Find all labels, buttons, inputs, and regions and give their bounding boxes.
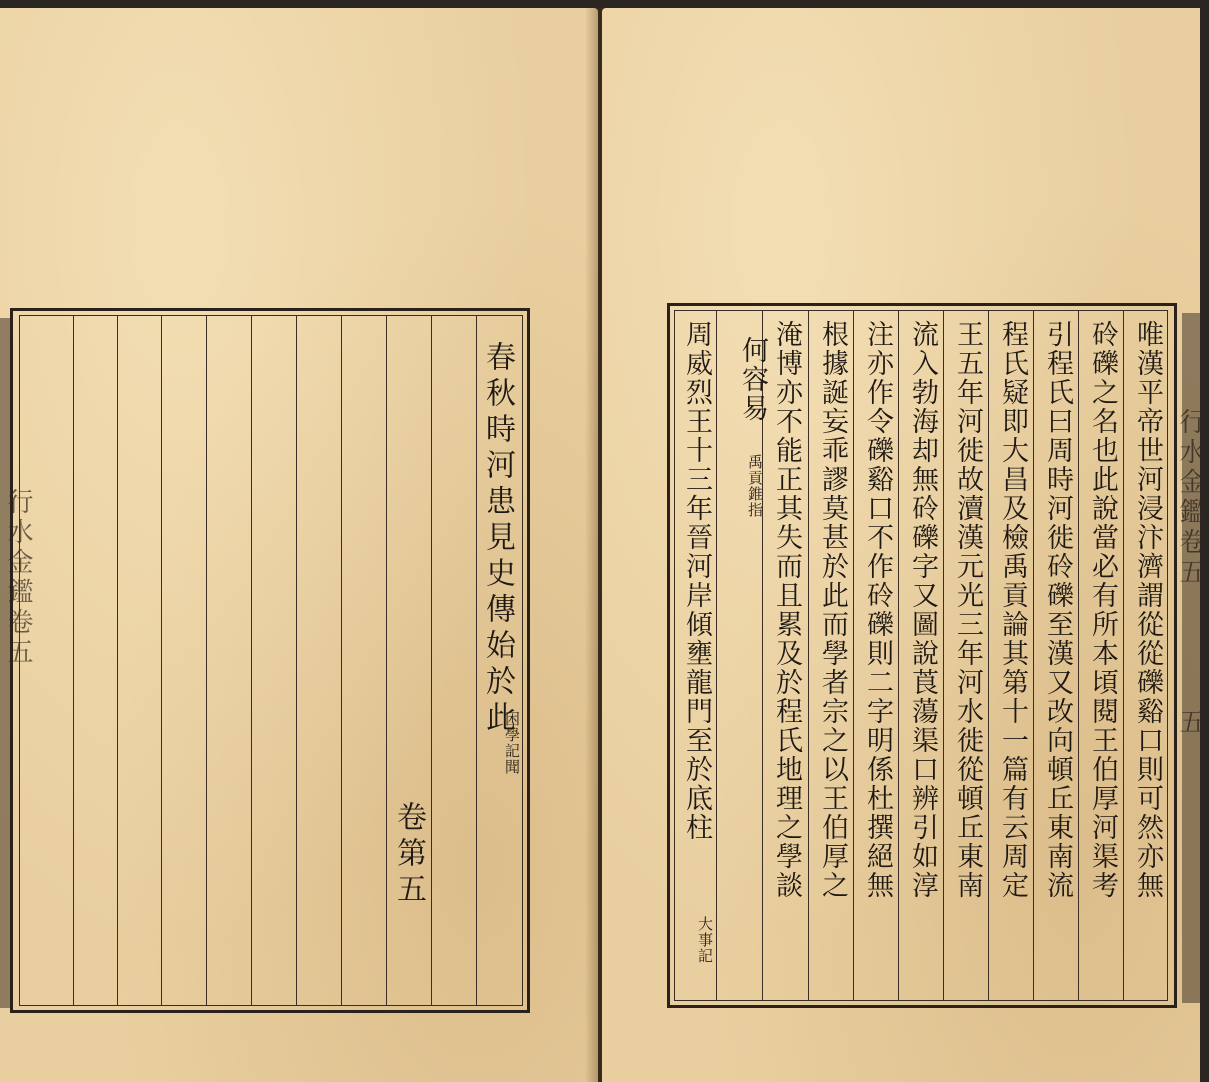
column-rule [1123,310,1124,1001]
right-page-frame [667,303,1177,1008]
column-rule [117,315,118,1006]
column-rule [943,310,944,1001]
folio-number: 五 [1175,708,1205,738]
column-rule [853,310,854,1001]
text-column-6: 流入勃海却無砱礫字又圖說莨蕩渠口辨引如淳 [907,320,938,900]
column-rule [1078,310,1079,1001]
column-rule [341,315,342,1006]
column-rule [988,310,989,1001]
column-rule [73,315,74,1006]
column-rule [386,315,387,1006]
title-source-note: 困學記聞 [503,711,521,775]
text-column-5: 王五年河徙故瀆漢元光三年河水徙從頓丘東南 [952,320,983,900]
text-column-10: 何容易 [737,336,768,423]
right-edge-text: 行水金鑑卷五 [1175,408,1205,588]
column-rule [431,315,432,1006]
text-column-1: 唯漢平帝世河浸汴濟謂從從礫谿口則可然亦無 [1132,320,1163,900]
column-rule [716,310,717,1001]
volume-label: 卷第五 [391,801,426,909]
column-10-source-note: 禹貢錐指 [746,454,764,518]
text-column-3: 引程氏曰周時河徙砱礫至漢又改向頓丘東南流 [1042,320,1073,900]
column-rule [206,315,207,1006]
left-edge-text: 行水金鑑卷五 [3,488,33,668]
title-column: 春秋時河患見史傳始於此 [480,341,515,737]
text-column-8: 根據誕妄乖謬莫甚於此而學者宗之以王伯厚之 [817,320,848,900]
column-rule [898,310,899,1001]
text-column-2: 砱礫之名也此說當必有所本頃閱王伯厚河渠考 [1087,320,1118,900]
text-column-7: 注亦作令礫谿口不作砱礫則二字明係杜撰絕無 [862,320,893,900]
text-column-11: 周威烈王十三年晉河岸傾壅龍門至於底柱 [681,320,712,842]
left-page-frame [10,308,530,1013]
right-page [602,8,1205,1082]
column-rule [296,315,297,1006]
text-column-9: 淹博亦不能正其失而且累及於程氏地理之學談 [771,320,802,900]
left-inner-border [19,315,523,1006]
column-11-source-note: 大事記 [696,916,714,964]
column-rule [808,310,809,1001]
text-column-4: 程氏疑即大昌及檢禹貢論其第十一篇有云周定 [997,320,1028,900]
column-rule [161,315,162,1006]
column-rule [1033,310,1034,1001]
left-page [0,8,598,1082]
column-rule [251,315,252,1006]
